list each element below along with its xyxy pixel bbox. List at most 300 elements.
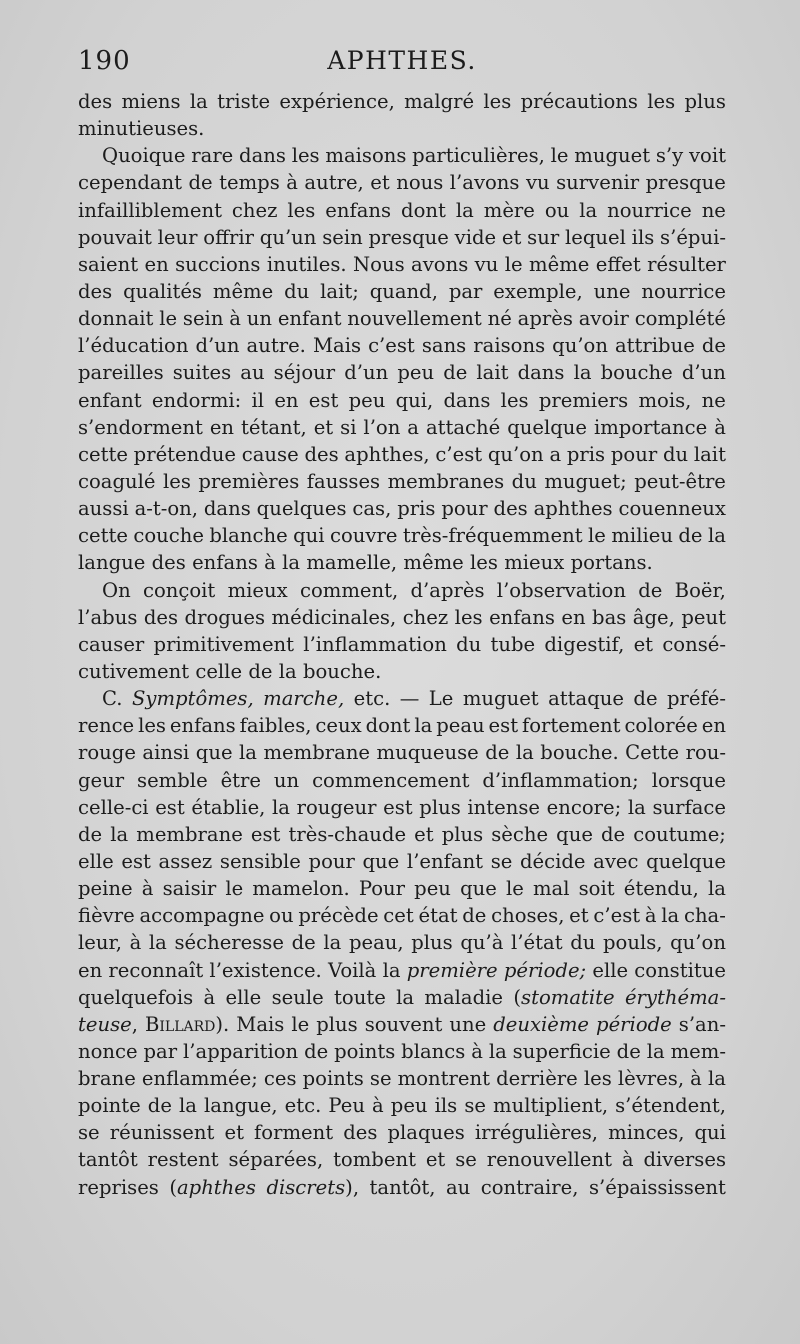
word: (aphthes	[169, 1175, 256, 1199]
word: les	[287, 198, 316, 222]
word: coagulé	[78, 469, 156, 493]
word: ceux	[315, 714, 362, 738]
word: d’un	[344, 361, 389, 385]
word: cause	[241, 442, 299, 466]
word: le	[550, 144, 569, 168]
word: etc.	[284, 1094, 322, 1118]
word: pour	[610, 442, 658, 466]
word: à	[372, 1094, 384, 1118]
word: Peu	[328, 1094, 365, 1118]
word: ne	[701, 198, 726, 222]
word: chez	[231, 198, 278, 222]
word: en	[209, 415, 235, 439]
word: se	[369, 1067, 392, 1091]
word: voit	[688, 144, 726, 168]
text-line	[78, 604, 726, 631]
word: les	[162, 469, 191, 493]
word: blanche	[209, 524, 288, 548]
word: l’on	[363, 415, 401, 439]
word: choses,	[491, 904, 565, 928]
word: du	[511, 469, 537, 493]
word: un	[273, 768, 300, 792]
word: ils	[631, 225, 655, 249]
word: peau,	[348, 931, 404, 955]
word: si	[340, 415, 357, 439]
word: plus	[411, 931, 453, 955]
word: quelquefois	[78, 985, 194, 1009]
word: couenneux	[618, 497, 726, 521]
word: est	[250, 822, 281, 846]
word: rare	[191, 144, 234, 168]
word: presque	[368, 225, 449, 249]
word: premières	[198, 469, 300, 493]
word: érythéma-	[624, 985, 726, 1009]
word: la	[278, 659, 297, 683]
word: quelques	[256, 497, 347, 521]
word: rence	[78, 714, 135, 738]
text-line	[78, 1011, 726, 1038]
word: minutieuses.	[78, 117, 205, 141]
word: exemple,	[493, 279, 583, 303]
word: et	[633, 632, 654, 656]
word: ils	[434, 1094, 458, 1118]
word: médicinales,	[271, 605, 397, 629]
text-line	[78, 685, 726, 712]
word: est	[383, 795, 413, 819]
word: rouge	[78, 741, 136, 765]
text-line	[78, 468, 726, 495]
word: à	[714, 415, 726, 439]
text-line	[78, 1174, 726, 1201]
word: plus	[684, 90, 726, 113]
word: peu	[414, 877, 451, 901]
word: de	[485, 741, 510, 765]
word: qui	[694, 1121, 726, 1145]
word: digestif,	[544, 632, 625, 656]
word: cette	[78, 524, 128, 548]
word: Nous	[353, 252, 405, 276]
word: portans.	[570, 551, 653, 575]
word: miens	[121, 90, 181, 113]
word: qu’on	[487, 442, 544, 466]
word: tétant,	[241, 415, 307, 439]
word: de	[291, 931, 316, 955]
word: première	[406, 958, 498, 982]
page-number: 190	[78, 46, 131, 76]
word: enfans	[192, 551, 258, 575]
word: est	[121, 849, 151, 873]
word: le	[505, 877, 524, 901]
word: le	[291, 1012, 310, 1036]
word: lorsque	[651, 768, 726, 792]
word: la	[189, 90, 208, 113]
text-line	[78, 387, 726, 414]
word: cet	[383, 904, 414, 928]
word: nonce	[78, 1039, 138, 1063]
text-line	[78, 767, 726, 794]
word: décide	[520, 849, 586, 873]
word: tantôt,	[369, 1175, 436, 1199]
word: les	[470, 551, 498, 575]
word: mamelle,	[306, 551, 398, 575]
word: les	[291, 144, 320, 168]
word: derrière	[496, 1067, 578, 1091]
word: et	[501, 225, 522, 249]
word: mieux	[504, 551, 565, 575]
word: mamelon.	[252, 877, 350, 901]
word: pris	[397, 497, 436, 521]
word: infailliblement	[78, 198, 222, 222]
word: très-fréquemment	[402, 524, 583, 548]
word: très-chaude	[288, 822, 407, 846]
word: à	[644, 904, 657, 928]
word: nous	[396, 171, 444, 195]
word: un	[246, 307, 273, 331]
word: précède	[298, 904, 379, 928]
word: multiplient,	[493, 1094, 609, 1118]
word: expérience,	[279, 90, 395, 113]
word: qui	[293, 524, 325, 548]
word: plus	[316, 1012, 358, 1036]
text-line	[78, 414, 726, 441]
word: d’après	[410, 578, 485, 602]
word: que	[195, 741, 233, 765]
word: des	[143, 605, 179, 629]
word: couche	[133, 524, 204, 548]
word: aussi	[78, 497, 129, 521]
word: préfé-	[667, 687, 726, 711]
word: nourrice	[641, 279, 726, 303]
word: qu’un	[259, 225, 317, 249]
word: à	[690, 1067, 702, 1091]
text-line	[78, 549, 726, 576]
word: dans	[239, 144, 286, 168]
word: plus	[419, 795, 461, 819]
word: et	[313, 415, 334, 439]
word: peau	[436, 714, 485, 738]
word: nourrice	[607, 198, 692, 222]
word: les	[138, 714, 166, 738]
text-line	[78, 169, 726, 196]
word: la	[382, 958, 401, 982]
word: maladie	[424, 985, 504, 1009]
text-line	[78, 142, 726, 169]
word: pouvait	[78, 225, 152, 249]
word: la	[646, 1039, 665, 1063]
word: couvre	[330, 524, 398, 548]
text-line	[78, 848, 726, 875]
word: la	[414, 714, 433, 738]
text-line	[78, 957, 726, 984]
word: la	[627, 795, 646, 819]
word: bouche.	[302, 659, 382, 683]
word: l’observation	[496, 578, 626, 602]
word: l’abus	[78, 605, 138, 629]
word: de	[462, 904, 487, 928]
word: endormi:	[151, 388, 242, 412]
word: la	[707, 877, 726, 901]
word: celle	[195, 659, 243, 683]
word: quelque	[507, 415, 587, 439]
word: les	[500, 388, 529, 412]
word: à	[621, 1148, 634, 1172]
word: enfans	[489, 605, 555, 629]
word: par	[143, 1039, 178, 1063]
word: de	[443, 361, 468, 385]
word: mois,	[638, 388, 692, 412]
word: la	[110, 822, 129, 846]
word: à	[264, 551, 276, 575]
word: peine	[78, 877, 133, 901]
word: soit	[578, 877, 615, 901]
word: se	[490, 849, 513, 873]
word: points	[334, 1039, 396, 1063]
word: intense	[467, 795, 541, 819]
word: période	[596, 1012, 672, 1036]
word: être	[220, 768, 262, 792]
word: la	[707, 524, 726, 548]
word: minces,	[608, 1121, 685, 1145]
word: est	[488, 714, 519, 738]
word: se	[464, 1094, 486, 1118]
word: ces	[263, 1067, 297, 1091]
word: pris	[566, 442, 606, 466]
word: de	[188, 171, 213, 195]
word: sensible	[219, 849, 301, 873]
word: diverses	[643, 1148, 726, 1172]
word: triste	[217, 90, 271, 113]
word: en	[561, 605, 586, 629]
word: une	[593, 279, 631, 303]
word: attaché	[425, 415, 501, 439]
text-line	[78, 984, 726, 1011]
word: irrégulières,	[474, 1121, 599, 1145]
word: l’apparition	[183, 1039, 299, 1063]
word: du	[456, 632, 482, 656]
word: la	[323, 931, 342, 955]
word: suites	[172, 361, 232, 385]
word: Le	[428, 687, 454, 711]
word: à	[141, 877, 154, 901]
word: des	[493, 497, 528, 521]
word: c’est	[435, 442, 483, 466]
word: peu	[397, 361, 435, 385]
word: au	[445, 1175, 471, 1199]
word: séjour	[273, 361, 336, 385]
word: surface	[652, 795, 726, 819]
word: rou-	[685, 741, 726, 765]
word: raisons	[473, 334, 546, 358]
word: c’est	[593, 904, 641, 928]
word: à	[203, 985, 216, 1009]
word: faibles,	[239, 714, 312, 738]
word: et	[414, 822, 434, 846]
word: ou	[269, 904, 294, 928]
word: coutume;	[633, 822, 726, 846]
word: en	[78, 958, 103, 982]
word: qu’on	[670, 931, 726, 955]
word: la	[573, 361, 592, 385]
word: sécheresse	[174, 931, 284, 955]
word: a-t-on,	[134, 497, 199, 521]
text-line	[78, 115, 726, 142]
word: de	[701, 334, 726, 358]
word: mieux	[227, 578, 288, 602]
word: âge,	[632, 605, 675, 629]
word: pointe	[78, 1094, 141, 1118]
word: pouls,	[603, 931, 663, 955]
word: assez	[158, 849, 213, 873]
word: conçoit	[142, 578, 216, 602]
word: pour	[308, 849, 355, 873]
word: montrent	[397, 1067, 490, 1091]
word: l’enfant	[406, 849, 484, 873]
word: cette	[78, 442, 128, 466]
word: lait	[476, 361, 509, 385]
word: complété	[634, 307, 726, 331]
word: reprises	[78, 1175, 159, 1199]
word: cutivement	[78, 659, 190, 683]
word: le	[588, 524, 606, 548]
word: la	[396, 985, 415, 1009]
word: encore;	[546, 795, 622, 819]
body-text	[78, 88, 726, 1201]
word: enfans	[169, 714, 236, 738]
word: pareilles	[78, 361, 164, 385]
word: maisons	[325, 144, 407, 168]
word: d’un	[195, 334, 240, 358]
word: de	[601, 822, 626, 846]
word: Pour	[358, 877, 406, 901]
word: et	[370, 171, 390, 195]
word: mem-	[670, 1039, 726, 1063]
word: vu	[525, 171, 550, 195]
word: blancs	[401, 1039, 466, 1063]
word: muguet;	[544, 469, 627, 493]
text-line	[78, 332, 726, 359]
text-line	[78, 712, 726, 739]
word: causer	[78, 632, 145, 656]
word: renouvellent	[486, 1148, 613, 1172]
text-line	[78, 875, 726, 902]
word: Billard).	[144, 1012, 230, 1036]
word: en	[274, 388, 299, 412]
word: des	[304, 442, 339, 466]
word: mère	[483, 198, 535, 222]
word: et	[224, 1121, 244, 1145]
word: de	[78, 822, 103, 846]
word: la	[661, 904, 680, 928]
word: de	[147, 1094, 172, 1118]
word: bouche	[600, 361, 673, 385]
word: se	[455, 1148, 477, 1172]
word: bas	[592, 605, 627, 629]
word: s’y	[655, 144, 684, 168]
word: c’est	[368, 334, 415, 358]
word: le	[159, 307, 178, 331]
word: qu’on	[552, 334, 608, 358]
word: la	[707, 1067, 726, 1091]
word: enfant	[78, 388, 142, 412]
word: dont	[401, 198, 446, 222]
word: en	[701, 714, 726, 738]
word: discrets),	[266, 1175, 360, 1199]
word: est	[155, 795, 185, 819]
text-line	[78, 278, 726, 305]
word: constitue	[634, 958, 726, 982]
word: celle-ci	[78, 795, 149, 819]
text-line	[78, 739, 726, 766]
word: nouvellement	[347, 307, 482, 331]
word: les	[454, 605, 483, 629]
word: elle	[78, 849, 114, 873]
word: à	[471, 1039, 483, 1063]
word: Boër,	[674, 578, 726, 602]
word: particulières,	[412, 144, 545, 168]
word: d’inflammation;	[482, 768, 639, 792]
word: forment	[254, 1121, 334, 1145]
word: aphthes	[533, 497, 613, 521]
word: les	[483, 90, 512, 113]
word: etc.	[353, 687, 391, 711]
word: muguet	[574, 144, 651, 168]
text-line	[78, 495, 726, 522]
word: Mais	[312, 334, 362, 358]
word: ainsi	[142, 741, 190, 765]
page-header	[78, 44, 726, 84]
word: temps	[219, 171, 280, 195]
word: vide	[454, 225, 497, 249]
word: brane	[78, 1067, 136, 1091]
word: contraire,	[480, 1175, 579, 1199]
word: C.	[102, 687, 123, 711]
word: elle	[225, 985, 262, 1009]
word: peu	[348, 388, 386, 412]
word: et	[569, 904, 589, 928]
word: au	[240, 361, 265, 385]
word: à	[286, 171, 298, 195]
word: enfans	[325, 198, 392, 222]
word: quand,	[369, 279, 438, 303]
word: avoir	[578, 307, 629, 331]
text-line	[78, 197, 726, 224]
word: langue	[78, 551, 146, 575]
word: la	[488, 1039, 507, 1063]
text-line	[78, 359, 726, 386]
word: —	[399, 687, 420, 711]
word: période;	[503, 958, 587, 982]
word: de	[638, 578, 663, 602]
word: malgré	[404, 90, 475, 113]
word: offrir	[203, 225, 254, 249]
word: s’épaississent	[588, 1175, 726, 1199]
text-line	[78, 929, 726, 956]
word: s’endorment	[78, 415, 203, 439]
word: cas,	[352, 497, 392, 521]
text-line	[78, 305, 726, 332]
word: que	[556, 822, 593, 846]
word: résulter	[647, 252, 726, 276]
word: l’éducation	[78, 334, 189, 358]
word: points	[302, 1067, 364, 1091]
word: enfant	[277, 307, 342, 331]
word: des	[151, 551, 186, 575]
word: bouche.	[540, 741, 619, 765]
word: souvent	[364, 1012, 443, 1036]
word: fortement	[521, 714, 621, 738]
word: s’étendent,	[615, 1094, 726, 1118]
word: ou	[544, 198, 570, 222]
